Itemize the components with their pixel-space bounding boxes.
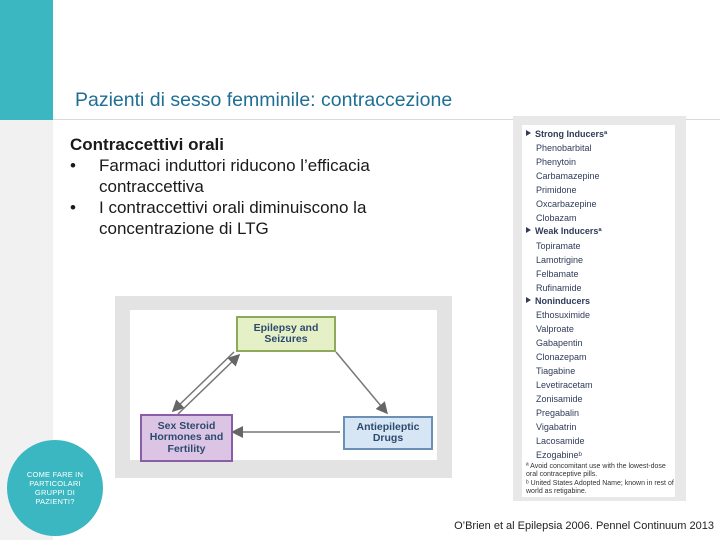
- drug-item: Gabapentin: [536, 338, 583, 348]
- drug-item: Vigabatrin: [536, 422, 577, 432]
- drug-item: Pregabalin: [536, 408, 580, 418]
- noninducers-heading: [526, 296, 590, 306]
- category-label: Weak Inducersª: [535, 226, 602, 236]
- bullet-text: Farmaci induttori riducono l’efficacia contraccettiva: [99, 156, 370, 196]
- arrow-epilepsy-to-aed: [336, 352, 386, 412]
- strong-inducers-heading: [526, 129, 607, 139]
- bullet-item: [70, 155, 470, 197]
- drug-table: [522, 125, 675, 497]
- bullet-icon: •: [70, 156, 76, 175]
- hormones-box: Sex Steroid Hormones and Fertility: [140, 414, 233, 462]
- drug-item: Carbamazepine: [536, 171, 600, 181]
- drug-item: Ethosuximide: [536, 310, 591, 320]
- epilepsy-box: Epilepsy and Seizures: [236, 316, 336, 352]
- drug-item: Valproate: [536, 324, 574, 334]
- drug-item: Clonazepam: [536, 352, 587, 362]
- badge-text: COME FARE IN PARTICOLARI GRUPPI DI PAZIENTI?: [26, 470, 84, 506]
- footnote-a: ª Avoid concomitant use with the lowest-dose oral contraceptive pills.: [526, 463, 666, 478]
- drug-item: Lamotrigine: [536, 255, 584, 265]
- category-label: Strong Inducersª: [535, 129, 608, 139]
- drug-item: Tiagabine: [536, 366, 576, 376]
- sidebar-accent: [0, 0, 53, 120]
- drug-item: Zonisamide: [536, 394, 583, 404]
- section-badge: [7, 440, 103, 536]
- diagram-image: [115, 296, 452, 478]
- triangle-right-icon: [526, 297, 531, 303]
- drug-item: Ezogabineᵇ: [536, 450, 582, 460]
- slide-content: [70, 134, 470, 239]
- triangle-right-icon: [526, 227, 531, 233]
- drug-item: Clobazam: [536, 213, 577, 223]
- drug-table-image: [513, 116, 686, 501]
- drug-item: Lacosamide: [536, 436, 585, 446]
- drug-item: Topiramate: [536, 241, 581, 251]
- drug-item: Oxcarbazepine: [536, 199, 597, 209]
- arrow-epilepsy-to-hormones: [174, 352, 234, 410]
- content-heading: Contraccettivi orali: [70, 135, 224, 154]
- bullet-list: [70, 155, 470, 239]
- triangle-right-icon: [526, 130, 531, 136]
- category-label: Noninducers: [535, 296, 591, 306]
- drug-item: Felbamate: [536, 269, 579, 279]
- slide-title: Pazienti di sesso femminile: contraccezione: [75, 89, 453, 111]
- weak-inducers-heading: [526, 226, 602, 236]
- drug-item: Phenobarbital: [536, 143, 592, 153]
- bullet-text: I contraccettivi orali diminuiscono la concentrazione di LTG: [99, 198, 367, 238]
- bullet-icon: •: [70, 198, 76, 217]
- footnote-b: ᵇ United States Adopted Name; known in rest of world as retigabine.: [526, 480, 674, 495]
- aed-box: Antiepileptic Drugs: [343, 416, 433, 450]
- drug-item: Phenytoin: [536, 157, 577, 167]
- drug-item: Levetiracetam: [536, 380, 593, 390]
- drug-item: Rufinamide: [536, 283, 582, 293]
- citation: O’Brien et al Epilepsia 2006. Pennel Continuum 2013: [454, 520, 714, 532]
- drug-item: Primidone: [536, 185, 577, 195]
- diagram-canvas: [130, 310, 437, 460]
- bullet-item: [70, 197, 470, 239]
- arrow-hormones-to-epilepsy: [178, 356, 238, 414]
